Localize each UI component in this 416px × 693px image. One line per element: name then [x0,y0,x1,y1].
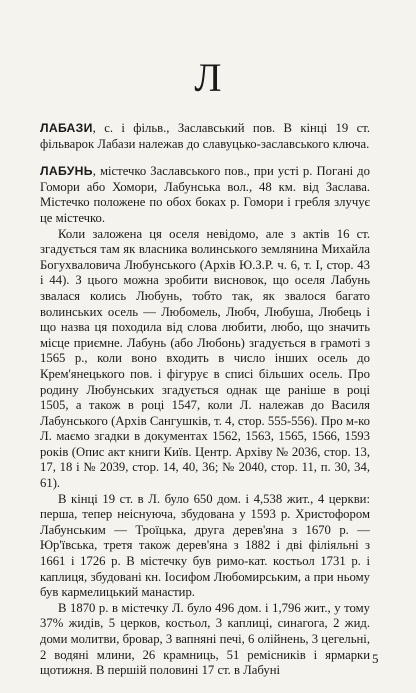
page-number: 5 [372,651,379,666]
body-paragraph: В кінці 19 ст. в Л. було 650 дом. і 4,538 жит., 4 церкви: перша, тепер неіснуюча, збудована у 1593 р. Христофором Лабунським — Троїцька, друга дерев'яна з 1670 р. — Юр'ївська, третя також дерев'яна з 1882 і дві філіяльні з 1661 і 1726 р. В містечку був римо-кат. костьол 1731 р. і каплиця, збудовані кн. Іосифом Любомирським, а при ньому був кармелицький манастир. [40,491,370,600]
dictionary-entry [40,121,370,152]
dictionary-entry [40,164,370,226]
entry-text: , с. і фільв., Заславський пов. В кінці 19 ст. фільварок Лабази належав до славуцько-заславського ключа. [40,121,370,151]
section-letter-heading: Л [194,55,222,100]
entry-text: , містечко Заславського пов., при усті р. Погані до Гомори або Хомори, Лабунська вол., 48 км. від Заслава. Містечко положене по обох боках р. Гомори і гребля злучує це містечко. [40,164,370,225]
page-text [40,121,370,679]
entry-headword: ЛАБАЗИ [40,121,93,135]
entry-headword: ЛАБУНЬ [40,164,93,179]
body-paragraph: В 1870 р. в містечку Л. було 496 дом. і 1,796 жит., у тому 37% жидів, 5 церков, костьол, 3 каплиці, синагога, 2 жид. доми молитви, бровар, 3 вапняні печі, 6 олійнeнь, 3 цегельні, 2 водяні млини, 26 крамниць, 51 ремісників і ярмарки щотижня. В першій половині 17 ст. в Лабуні [40,600,370,678]
body-paragraph: Коли заложена ця оселя невідомо, але з актів 16 ст. згадується там як власника волинського землянина Михайла Богухвалoвича Любунського (Архів Ю.З.Р. ч. 6, т. І, стор. 43 і 44). З цього можна зробити висновок, що оселя Лабунь звалася колись Любунь, тобто так, як звалося багато волинських осель — Любомель, Любч, Любушa, Любець і що назва ця походила від слова любити, любо, що значить місце приємне. Лабунь (або Любонь) згадується в грамоті з 1565 р., коли воно входить в число інших осель до Крем'янецького пов. і фігурує в списі більших осель. Про родину Любунських згадується однак ще раніше в році 1505, а також в році 1547, коли Л. належав до Василя Лабунського (Архів Сангушків, т. 4, стор. 555-556). Про м-ко Л. маємо згадки в документах 1562, 1563, 1565, 1566, 1593 років (Опис акт книги Київ. Центр. Архіву № 2036, стор. 13, 17, 18 і № 2039, стор. 14, 40, 36; № 2040, стор. 11, п. 30, 34, 61). [40,226,370,491]
